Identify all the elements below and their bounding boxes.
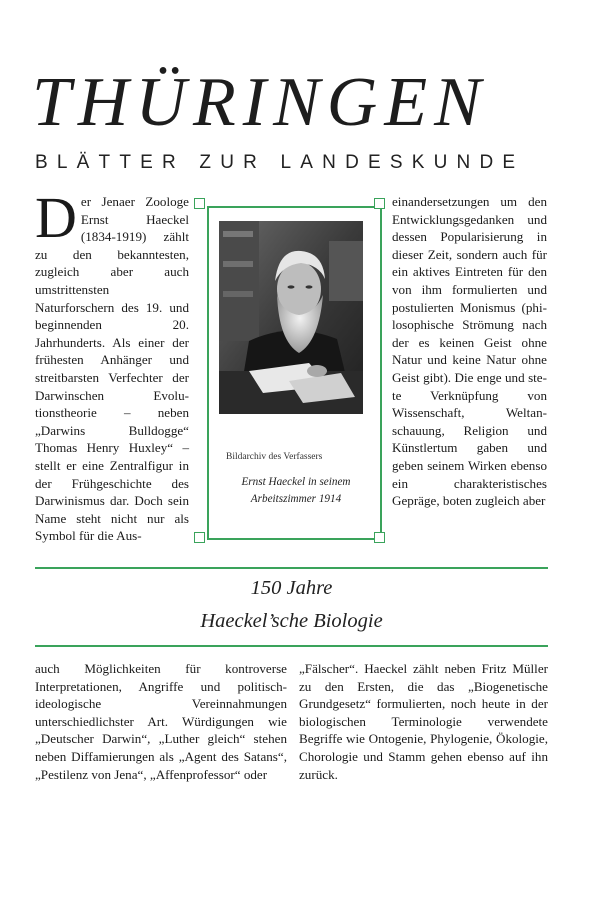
- masthead-title: THÜRINGEN: [32, 64, 488, 141]
- article-column-right: [392, 193, 547, 510]
- caption-line-2: Arbeitszimmer 1914: [250, 493, 342, 505]
- frame-top: [207, 206, 381, 208]
- left-column-text: er Jenaer Zoologe Ernst Haeckel (1834-1919) zählt zu den bekanntesten, zugleich aber auch umstrittensten Naturforschern des 19. und beginnenden 20. Jahrhunderts. Als einer der frühesten Anhänger und streitbarsten Verfechter der Darwinschen Evolutionstheorie – neben „Darwins Bulldogge“ Thomas Henry Huxley“ – stellt er eine Zentralfigur in der Frühgeschichte des Darwinismus dar. Doch sein Name steht nicht nur als Symbol für die Aus-: [35, 194, 189, 544]
- article-column-left: [35, 185, 189, 545]
- headline-line-2: Haeckel’sche Biologie: [200, 610, 383, 632]
- headline-line-1: 150 Jahre: [250, 577, 333, 599]
- drop-cap: D: [35, 185, 77, 250]
- portrait-photo: [219, 221, 363, 414]
- photo-credit: Bildarchiv des Verfassers: [226, 452, 323, 462]
- right-column-text: einandersetzungen um den Entwicklungsgedanken und dessen Popularisierung in dieser Zeit, sondern auch für ein aktives Eintreten für den von ihm formulierten und postulierten Monismus (philosophische Strömung nach der es keinen Geist ohne Natur und keine Natur ohne Geist gibt). Die enge und stete Verknüpfung von Wissenschaft, Weltanschauung, Religion und Künstlertum gaben und geben seinem Wirken ebenso ein charakteristisches Gepräge, boten zugleich aber: [392, 194, 547, 509]
- frame-bottom: [207, 538, 381, 540]
- caption-line-1: Ernst Haeckel in seinem: [241, 476, 351, 488]
- bottom-right-text: „Fälscher“. Haeckel zählt neben Fritz Müller zu den Ersten, die das „Biogenetische Grundgesetz“ formulierten, noch heute in der biologischen Terminologie verwendete Begriffe wie Ontogenie, Phylogenie, Ökologie, Chorologie und Stamm gehen ebenso auf ihn zurück.: [299, 661, 548, 782]
- bottom-column-right: [299, 660, 548, 783]
- frame-corner-tl: [194, 198, 205, 209]
- photo-caption: [208, 474, 384, 508]
- frame-corner-br: [374, 532, 385, 543]
- frame-corner-tr: [374, 198, 385, 209]
- divider-top: [35, 567, 548, 569]
- masthead-subtitle: BLÄTTER ZUR LANDESKUNDE: [35, 152, 525, 173]
- bottom-column-left: [35, 660, 287, 783]
- frame-corner-bl: [194, 532, 205, 543]
- bottom-left-text: auch Möglichkeiten für kontroverse Interpretationen, Angriffe und politisch-ideologische Vereinnahmungen unterschiedlichster Art. Würdigungen wie „Deutscher Darwin“, „Luther gleich“ stehen neben Diffamierungen als „Agent des Satans“, „Pestilenz von Jena“, „Affenprofessor“ oder: [35, 661, 287, 782]
- divider-bottom: [35, 645, 548, 647]
